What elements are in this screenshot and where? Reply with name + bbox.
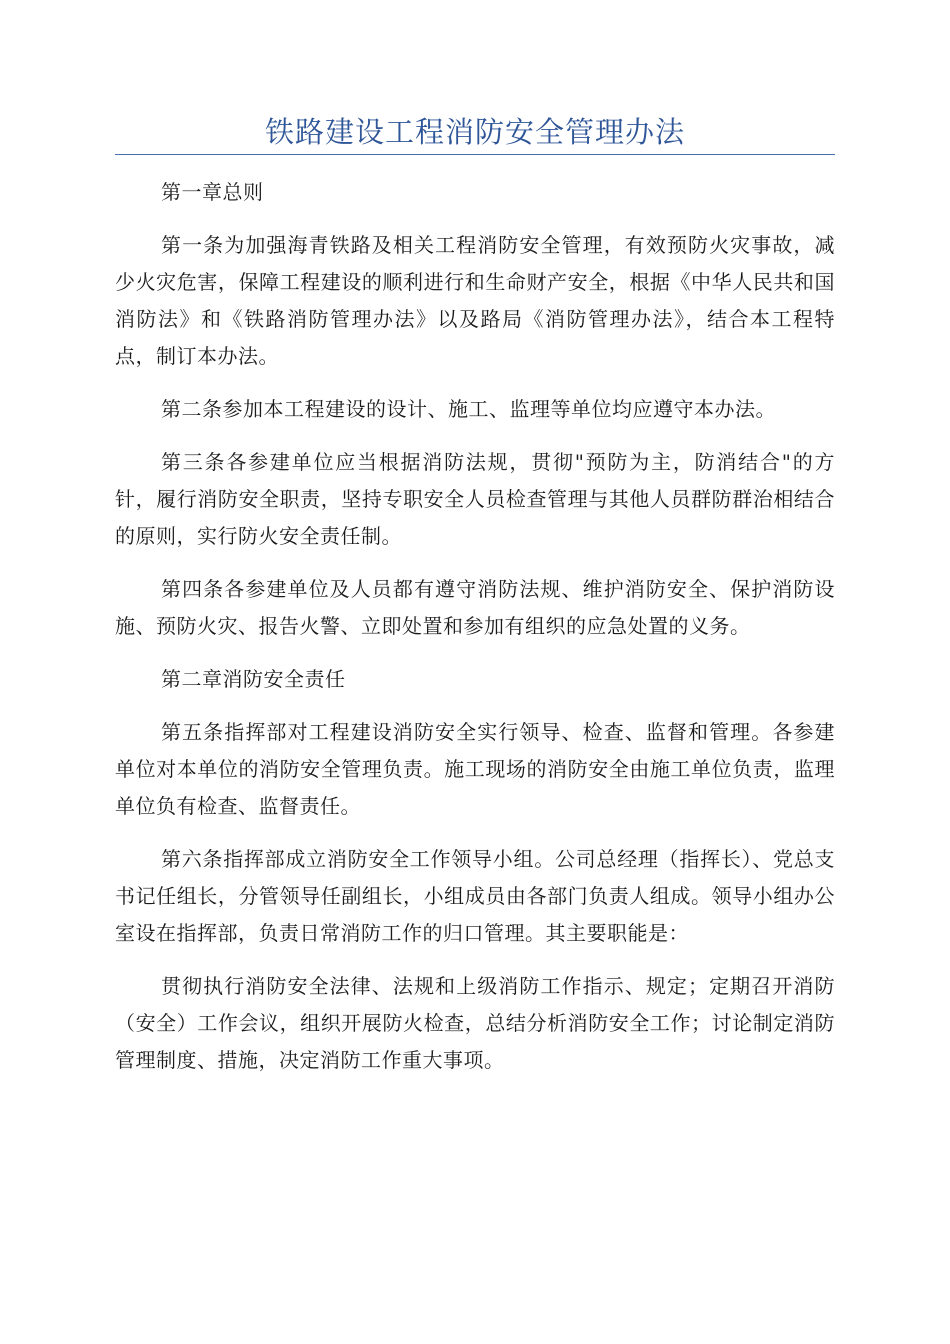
article-2: 第二条参加本工程建设的设计、施工、监理等单位均应遵守本办法。 — [161, 397, 776, 421]
title-underline — [115, 154, 835, 155]
chapter-heading-2: 第二章消防安全责任 — [161, 667, 346, 691]
document-title: 铁路建设工程消防安全管理办法 — [264, 115, 685, 149]
article-6: 第六条指挥部成立消防安全工作领导小组。公司总经理（指挥长）、党总支书记任组长，分管领导任副组长，小组成员由各部门负责人组成。领导小组办公室设在指挥部，负责日常消防工作的归口管理。其主要职能是： — [115, 847, 835, 945]
article-3: 第三条各参建单位应当根据消防法规，贯彻"预防为主，防消结合"的方针，履行消防安全职责，坚持专职安全人员检查管理与其他人员群防群治相结合的原则，实行防火安全责任制。 — [115, 450, 835, 548]
article-5: 第五条指挥部对工程建设消防安全实行领导、检查、监督和管理。各参建单位对本单位的消防安全管理负责。施工现场的消防安全由施工单位负责，监理单位负有检查、监督责任。 — [115, 720, 835, 818]
article-1: 第一条为加强海青铁路及相关工程消防安全管理，有效预防火灾事故，减少火灾危害，保障工程建设的顺利进行和生命财产安全，根据《中华人民共和国消防法》和《铁路消防管理办法》以及路局《消防管理办法》，结合本工程特点，制订本办法。 — [115, 233, 835, 368]
article-4: 第四条各参建单位及人员都有遵守消防法规、维护消防安全、保护消防设施、预防火灾、报告火警、立即处置和参加有组织的应急处置的义务。 — [115, 577, 835, 638]
chapter-heading-1: 第一章总则 — [161, 180, 264, 204]
article-6-duties: 贯彻执行消防安全法律、法规和上级消防工作指示、规定；定期召开消防（安全）工作会议，组织开展防火检查，总结分析消防安全工作；讨论制定消防管理制度、措施，决定消防工作重大事项。 — [115, 974, 835, 1072]
document-body — [115, 174, 835, 1095]
